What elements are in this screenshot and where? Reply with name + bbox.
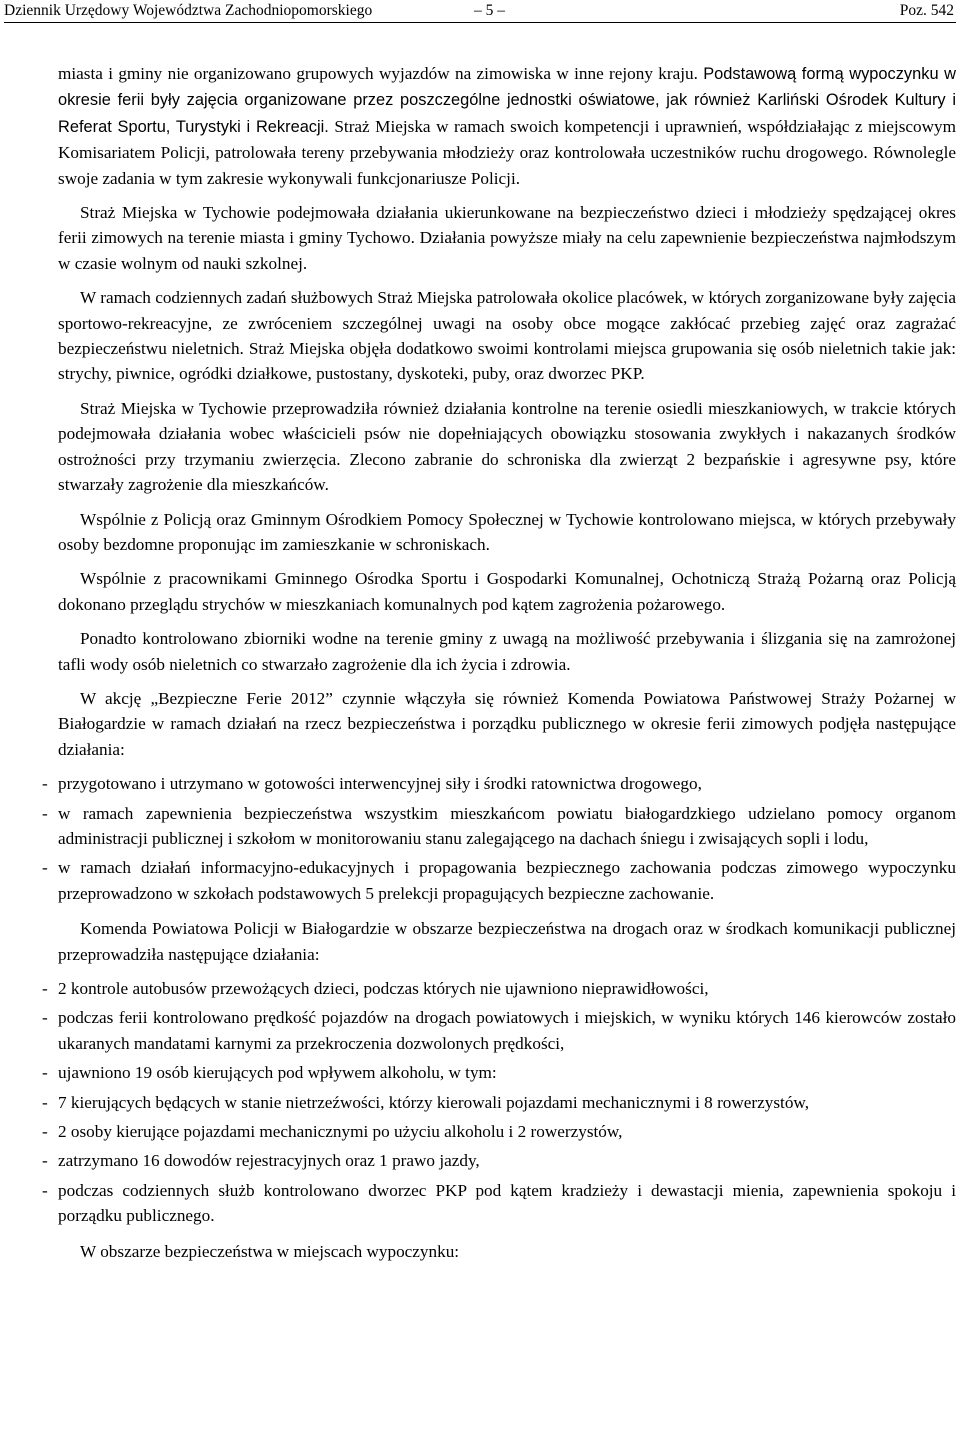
list-item-text: 2 osoby kierujące pojazdami mechanicznymi po użyciu alkoholu i 2 rowerzystów, — [58, 1122, 623, 1142]
dash-mark: - — [42, 1008, 48, 1028]
paragraph-8: W akcję „Bezpieczne Ferie 2012” czynnie włączyła się również Komenda Powiatowa Państwowej Straży Pożarnej w Białogardzie w ramach działań na rzecz bezpieczeństwa i porządku publicznego w okresie ferii zimowych podjęła następujące działania: — [58, 688, 956, 759]
paragraph-1 — [58, 61, 956, 191]
position-number: Poz. 542 — [899, 2, 954, 19]
dash-mark: - — [42, 1092, 48, 1112]
dash-mark: - — [42, 1122, 48, 1142]
paragraph-last: W obszarze bezpieczeństwa w miejscach wypoczynku: — [80, 1241, 460, 1261]
list-item — [42, 1005, 956, 1056]
paragraph-6: Wspólnie z pracownikami Gminnego Ośrodka Sportu i Gospodarki Komunalnej, Ochotniczą Strażą Pożarną oraz Policją dokonano przeglądu strychów w mieszkaniach komunalnych pod kątem zagrożenia pożarowego. — [58, 569, 956, 614]
paragraph-2: Straż Miejska w Tychowie podejmowała działania ukierunkowane na bezpieczeństwo dzieci i młodzieży spędzającej okres ferii zimowych na terenie miasta i gminy Tychowo. Działania powyższe miały na celu zapewnienie bezpieczeństwa najmłodszym w czasie wolnym od nauki szkolnej. — [58, 203, 956, 273]
list-item-text: zatrzymano 16 dowodów rejestracyjnych oraz 1 prawo jazdy, — [58, 1151, 480, 1171]
list-item-text: podczas codziennych służb kontrolowano dworzec PKP pod kątem kradzieży i dewastacji mienia, zapewnienia spokoju i porządku publicznego. — [58, 1180, 956, 1226]
list-item — [42, 976, 956, 1001]
dash-mark: - — [42, 774, 48, 794]
dash-mark: - — [42, 803, 48, 823]
list-item-text: przygotowano i utrzymano w gotowości interwencyjnej siły i środki ratownictwa drogowego, — [58, 774, 702, 794]
list-item-text: ujawniono 19 osób kierujących pod wpływem alkoholu, w tym: — [58, 1063, 497, 1083]
list-item-text: podczas ferii kontrolowano prędkość pojazdów na drogach powiatowych i miejskich, w wyniku których 146 kierowców zostało ukaranych mandatami karnymi za przekroczenia dozwolonych prędkości, — [58, 1008, 956, 1053]
list-item — [42, 1090, 956, 1115]
journal-title: Dziennik Urzędowy Województwa Zachodniopomorskiego — [4, 2, 373, 19]
list-item — [42, 1148, 956, 1173]
list-item-text: w ramach działań informacyjno-edukacyjnych i propagowania bezpiecznego zachowania podczas zimowego wypoczynku przeprowadzono w szkołach podstawowych 5 prelekcji propagujących bezpieczne zachowanie. — [58, 858, 956, 903]
list-item-text: w ramach zapewnienia bezpieczeństwa wszystkim mieszkańcom powiatu białogardzkiego udzielano pomocy organom administracji publicznej i szkołom w monitorowaniu stanu zalegającego na dachach śniegu i zwisających sopli i lodu, — [58, 803, 956, 848]
paragraph-4: Straż Miejska w Tychowie przeprowadziła również działania kontrolne na terenie osiedli mieszkaniowych, w trakcie których podejmowała działania wobec właścicieli psów nie dopełniających obowiązku stosowania zwykłych i nakazanych środków ostrożności przy trzymaniu zwierzęcia. Zlecono zabranie do schroniska dla zwierząt 2 bezpańskie i agresywne psy, które stwarzały zagrożenie dla mieszkańców. — [58, 398, 956, 495]
list-item — [42, 1060, 956, 1085]
dash-mark: - — [42, 1180, 48, 1200]
list-item-text: 7 kierujących będących w stanie nietrzeźwości, którzy kierowali pojazdami mechanicznymi i 8 rowerzystów, — [58, 1092, 810, 1112]
paragraph-3: W ramach codziennych zadań służbowych Straż Miejska patrolowała okolice placówek, w których zorganizowane były zajęcia sportowo-rekreacyjne, ze zwróceniem szczególnej uwagi na osoby obce mogące zakłócać przebieg zajęć oraz zagrażać bezpieczeństwu nieletnich. Straż Miejska objęła dodatkowo swoimi kontrolami miejsca grupowania się osób nieletnich takie jak: strychy, piwnice, ogródki działkowe, pustostany, dyskoteki, puby, oraz dworzec PKP. — [58, 288, 956, 384]
list-item — [42, 855, 956, 906]
list-item-text: 2 kontrole autobusów przewożących dzieci, podczas których nie ujawniono nieprawidłowości, — [58, 979, 709, 998]
paragraph-5: Wspólnie z Policją oraz Gminnym Ośrodkiem Pomocy Społecznej w Tychowie kontrolowano miejsca, w których przebywały osoby bezdomne proponując im zamieszkanie w schroniskach. — [58, 509, 956, 554]
list-item — [42, 801, 956, 852]
dash-mark: - — [42, 1151, 48, 1171]
document-body — [42, 61, 956, 1273]
list-item — [42, 1119, 956, 1144]
dash-mark: - — [42, 979, 48, 998]
paragraph-police: Komenda Powiatowa Policji w Białogardzie w obszarze bezpieczeństwa na drogach oraz w środkach komunikacji publicznej przeprowadziła następujące działania: — [58, 919, 956, 964]
page-header — [4, 0, 956, 22]
paragraph-1-part-c: Straż Miejska w ramach swoich kompetencji i uprawnień, współdziałając z miejscowym Komisariatem Policji, patrolowała tereny przebywania młodzieży oraz kontrolowała uczestników ruchu drogowego. Równolegle swoje zadania w tym zakresie wykonywali funkcjonariusze Policji. — [58, 116, 956, 188]
paragraph-1-part-b: Podstawową formą wypoczynku w okresie ferii były zajęcia organizowane przez poszczególne jednostki oświatowe, jak również Karliński Ośrodek Kultury i Referat Sportu, Turystyki i Rekreacji. — [58, 65, 956, 136]
paragraph-7: Ponadto kontrolowano zbiorniki wodne na terenie gminy z uwagą na możliwość przebywania i ślizgania się na zamrożonej tafli wody osób nieletnich co stwarzało zagrożenie dla ich życia i zdrowia. — [58, 629, 956, 674]
header-rule — [4, 22, 956, 23]
list-item — [42, 1178, 956, 1229]
dash-mark: - — [42, 858, 48, 878]
list-item — [42, 771, 956, 796]
dash-mark: - — [42, 1063, 48, 1083]
page-number: – 5 – — [474, 2, 505, 19]
paragraph-1-part-a: miasta i gminy nie organizowano grupowych wyjazdów na zimowiska w inne rejony kraju. — [58, 64, 704, 83]
